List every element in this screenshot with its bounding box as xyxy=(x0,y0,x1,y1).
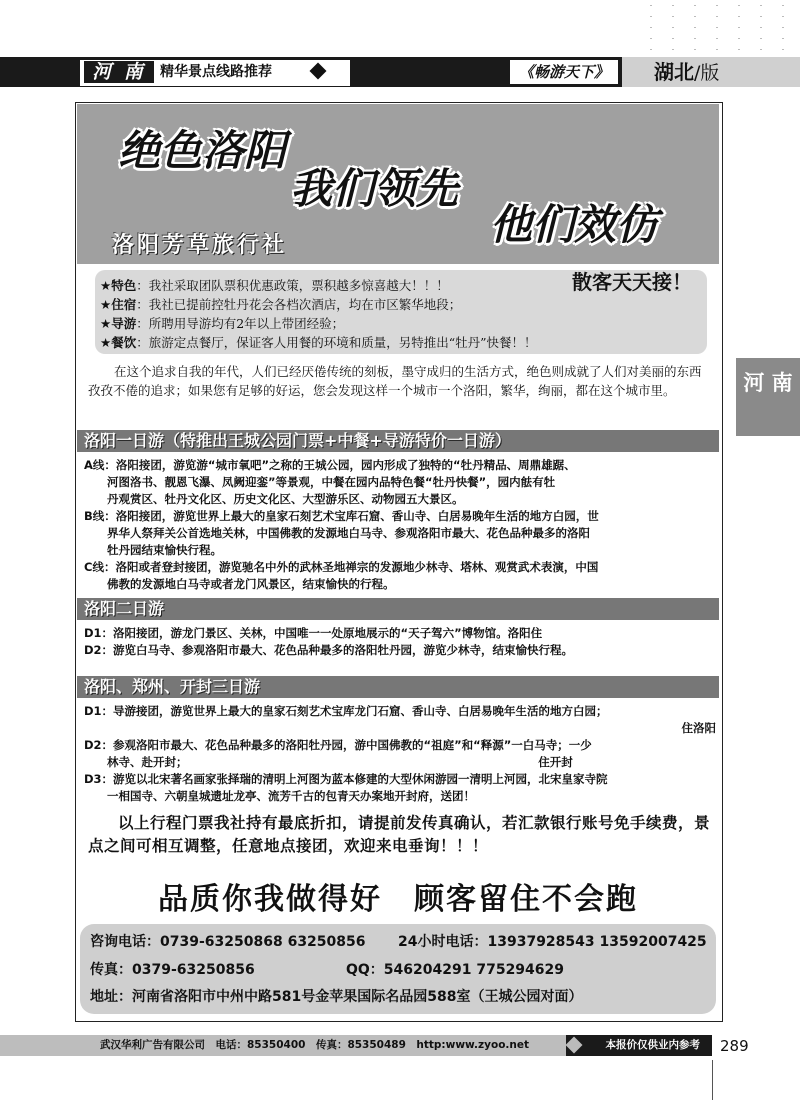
feature-item xyxy=(100,276,449,295)
itinerary-line: 佛教的发源地白马寺或者龙门风景区，结束愉快的行程。 xyxy=(84,577,395,591)
section-bar xyxy=(77,598,719,620)
edition-label xyxy=(622,57,800,87)
itinerary-line: 丹观赏区、牡丹文化区、历史文化区、大型游乐区、动物园五大景区。 xyxy=(84,492,464,506)
itinerary-line: D1：洛阳接团，游龙门景区、关林，中国唯一一处原地展示的“天子驾六”博物馆。洛阳住 xyxy=(84,626,543,640)
itinerary-line: 河图洛书、靓恩飞瀑、凤阙迎銮”等景观，中餐在园内品特色餐“牡丹快餐”，园内䏻有牡 xyxy=(84,475,556,489)
slogan-2: 我们领先 xyxy=(290,164,459,213)
intro-paragraph: 在这个追求自我的年代，人们已经厌倦传统的刻板，墨守成归的生活方式，绝色则成就了人们对美丽的东西孜孜不倦的追求；如果您有足够的好运，您会发现这样一个城市一个洛阳，繁华，绚丽，都在这个城市里。 xyxy=(88,364,702,398)
itinerary-line: 一相国寺、六朝皇城遗址龙亭、流芳千古的包青天办案地开封府，送团！ xyxy=(84,789,475,803)
itinerary-line: D2：游览白马寺、参观洛阳市最大、花色品种最多的洛阳牡丹园，游览少林寺，结束愉快行程。 xyxy=(84,643,574,657)
itinerary-line: 界华人祭拜关公首选地关林，中国佛教的发源地白马寺、参观洛阳市最大、花色品种最多的洛阳 xyxy=(84,526,590,540)
feature-item xyxy=(100,333,537,352)
itinerary-line: C线：洛阳或者登封接团，游览驰名中外的武林圣地禅宗的发源地少林寺、塔林、观赏武术表演，中国 xyxy=(84,560,599,574)
motto: 品质你我做得好 顾客留住不会跑 xyxy=(158,882,638,917)
header-subtitle: 精华景点线路推荐 xyxy=(160,64,272,80)
section-two-day-lines xyxy=(84,625,716,659)
slogan-3: 他们效仿 xyxy=(490,200,659,249)
itinerary-line: 林寺、赴开封； 住开封 xyxy=(84,755,573,769)
footer-company: 武汉华利广告有限公司 电话：85350400 传真：85350489 http:www.zyoo.net xyxy=(100,1039,530,1051)
itinerary-line: B线：洛阳接团，游览世界上最大的皇家石刻艺术宝库石窟、香山寺、白居易晚年生活的地方白园，世 xyxy=(84,509,599,523)
section-title-two-day: 洛阳二日游 xyxy=(84,599,165,618)
itinerary-line: D1：导游接团，游览世界上最大的皇家石刻艺术宝库龙门石窟、香山寺、白居易晚年生活的地方白园； xyxy=(84,704,608,718)
section-three-day-lines xyxy=(84,703,716,805)
contact-hotline: 24小时电话：13937928543 13592007425 xyxy=(398,934,707,950)
itinerary-line: D3：游览以北宋著名画家张择瑞的清明上河图为蓝本修建的大型休闲游园一清明上河园，北宋皇家寺院 xyxy=(84,772,608,786)
slogan-1: 绝色洛阳 xyxy=(118,126,287,175)
side-region-tab: 河 南 xyxy=(736,358,800,436)
contact-phone: 咨询电话：0739-63250868 63250856 xyxy=(90,934,366,950)
contact-fax: 传真：0379-63250856 xyxy=(90,962,255,978)
itinerary-line: 牡丹园结束愉快行程。 xyxy=(84,543,222,557)
feature-key: ★住宿 xyxy=(100,297,137,312)
feature-item xyxy=(100,295,461,314)
page-number: 289 xyxy=(720,1037,749,1055)
contact-address: 地址：河南省洛阳市中州中路581号金苹果国际名品园588室（王城公园对面） xyxy=(90,989,583,1005)
itinerary-line: D2：参观洛阳市最大、花色品种最多的洛阳牡丹园，游中国佛教的“祖庭”和“释源”一白马寺；一少 xyxy=(84,738,592,752)
agency-name: 洛阳芳草旅行社 xyxy=(112,233,288,258)
magazine-name: 《畅游天下》 xyxy=(510,60,618,84)
edition-rest: /版 xyxy=(694,62,720,84)
feature-item xyxy=(100,314,344,333)
contact-qq: QQ：546204291 775294629 xyxy=(346,962,565,978)
itinerary-line: A线：洛阳接团，游览游“城市氧吧”之称的王城公园，园内形成了独特的“牡丹精品、周鼎雄踞、 xyxy=(84,458,576,472)
feature-key: ★导游 xyxy=(100,316,137,331)
feature-key: ★餐饮 xyxy=(100,335,137,350)
header-dot-pattern xyxy=(640,0,800,55)
feature-text: ：旅游定点餐厅，保证客人用餐的环境和质量，另特推出“牡丹”快餐！！ xyxy=(136,335,537,350)
daily-tour-label: 散客天天接！ xyxy=(572,270,692,294)
section-title-three-day: 洛阳、郑州、开封三日游 xyxy=(84,677,261,696)
edition-bold: 湖北 xyxy=(654,60,694,84)
section-title-one-day: 洛阳一日游（特推出王城公园门票+中餐+导游特价一日游） xyxy=(84,431,511,450)
section-one-day-lines xyxy=(84,457,716,593)
footer-note: 本报价仅供业内参考 xyxy=(566,1035,712,1056)
itinerary-line: 住洛阳 xyxy=(681,721,716,735)
header-region: 河 南 xyxy=(84,61,154,83)
feature-text: ：我社已提前控牡丹花会各档次酒店，均在市区繁华地段； xyxy=(136,297,462,312)
feature-key: ★特色 xyxy=(100,278,137,293)
feature-text: ：我社采取团队票积优惠政策，票积越多惊喜越大！！！ xyxy=(136,278,449,293)
booking-note: 以上行程门票我社持有最底折扣，请提前发传真确认，若汇款银行账号免手续费，景点之间可相互调整，任意地点接团，欢迎来电垂询！！！ xyxy=(88,814,711,855)
footer-divider xyxy=(712,1060,713,1100)
feature-text: ：所聘用导游均有2年以上带团经验； xyxy=(136,316,345,331)
